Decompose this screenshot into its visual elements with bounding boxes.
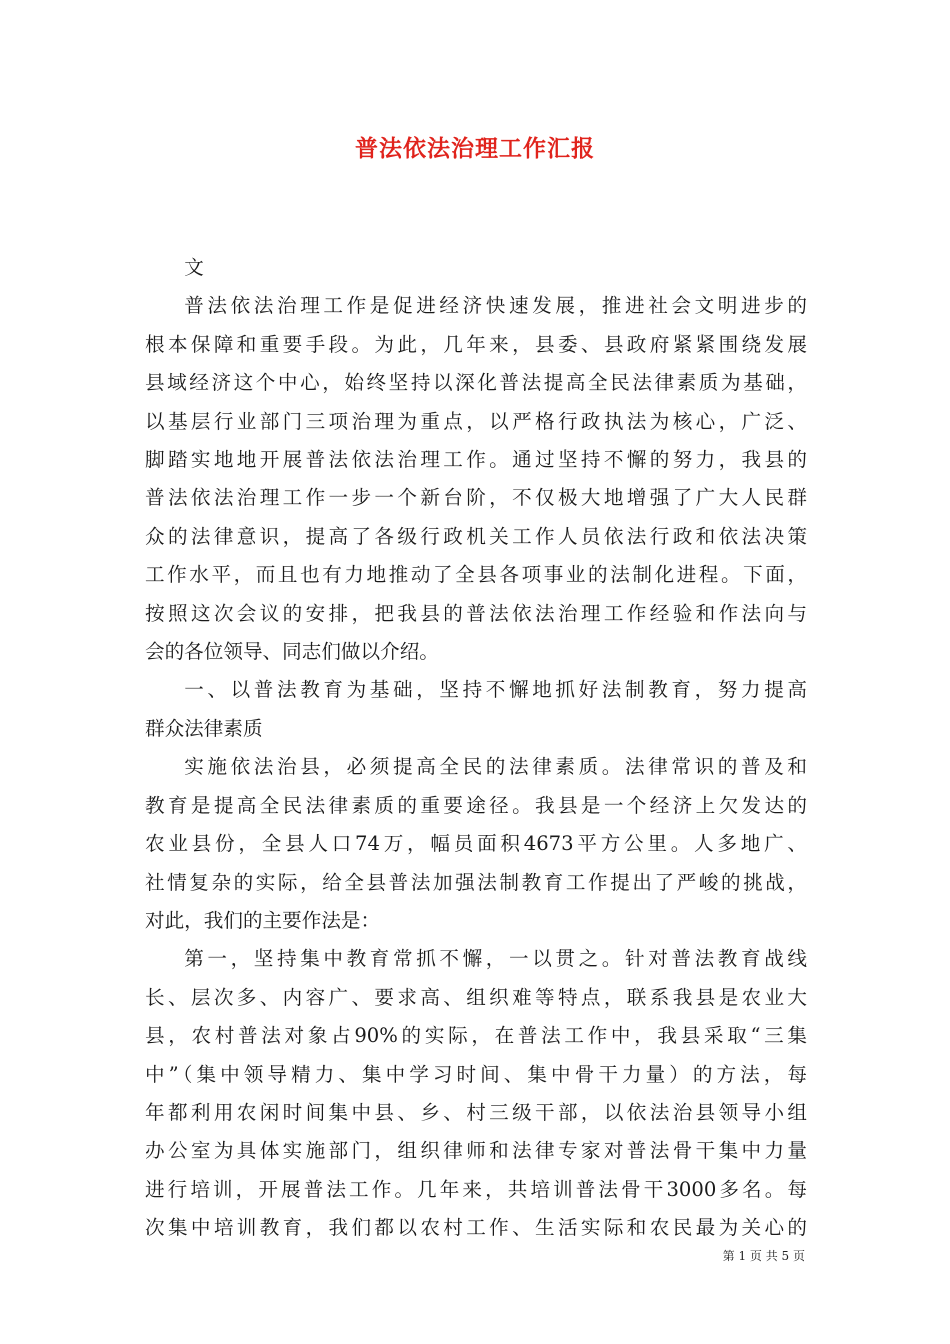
body-text-line: 中”（集中领导精力、集中学习时间、集中骨干力量）的方法，每 (145, 1062, 807, 1086)
body-text-line: 按照这次会议的安排，把我县的普法依法治理工作经验和作法向与 (145, 601, 807, 625)
document-title: 普法依法治理工作汇报 (355, 135, 595, 162)
document-body (145, 249, 807, 1248)
body-text-line: 会的各位领导、同志们做以介绍。 (145, 640, 439, 664)
body-text-line: 次集中培训教育，我们都以农村工作、生活实际和农民最为关心的 (145, 1216, 807, 1240)
body-text-line: 农业县份，全县人口74万，幅员面积4673平方公里。人多地广、 (145, 832, 807, 856)
body-text-line: 脚踏实地地开展普法依法治理工作。通过坚持不懈的努力，我县的 (145, 448, 807, 472)
body-text-line: 社情复杂的实际，给全县普法加强法制教育工作提出了严峻的挑战， (145, 870, 807, 894)
body-text-line: 工作水平，而且也有力地推动了全县各项事业的法制化进程。下面， (145, 563, 807, 587)
body-text-line: 年都利用农闲时间集中县、乡、村三级干部，以依法治县领导小组 (145, 1100, 807, 1124)
body-text-line: 一、以普法教育为基础，坚持不懈地抓好法制教育，努力提高 (184, 678, 807, 702)
body-text-line: 教育是提高全民法律素质的重要途径。我县是一个经济上欠发达的 (145, 793, 807, 817)
body-text-line: 众的法律意识，提高了各级行政机关工作人员依法行政和依法决策 (145, 524, 807, 548)
body-text-line: 办公室为具体实施部门，组织律师和法律专家对普法骨干集中力量 (145, 1139, 807, 1163)
body-text-line: 普法依法治理工作是促进经济快速发展，推进社会文明进步的 (184, 294, 807, 318)
body-text-line: 普法依法治理工作一步一个新台阶，不仅极大地增强了广大人民群 (145, 486, 807, 510)
body-text-line: 文 (184, 256, 204, 279)
body-text-line: 进行培训，开展普法工作。几年来，共培训普法骨干3000多名。每 (145, 1177, 807, 1201)
body-text-line: 对此，我们的主要作法是： (145, 908, 381, 932)
body-text-line: 群众法律素质 (145, 716, 263, 740)
body-text-line: 以基层行业部门三项治理为重点，以严格行政执法为核心，广泛、 (145, 409, 807, 433)
body-text-line: 根本保障和重要手段。为此，几年来，县委、县政府紧紧围绕发展 (145, 332, 807, 356)
body-text-line: 长、层次多、内容广、要求高、组织难等特点，联系我县是农业大 (145, 985, 807, 1009)
body-text-line: 县域经济这个中心，始终坚持以深化普法提高全民法律素质为基础， (145, 371, 807, 395)
body-text-line: 第一，坚持集中教育常抓不懈，一以贯之。针对普法教育战线 (184, 947, 807, 971)
body-text-line: 县，农村普法对象占90%的实际，在普法工作中，我县采取“三集 (145, 1024, 807, 1048)
page-number: 第 1 页 共 5 页 (722, 1249, 805, 1263)
body-text-line: 实施依法治县，必须提高全民的法律素质。法律常识的普及和 (184, 755, 807, 779)
